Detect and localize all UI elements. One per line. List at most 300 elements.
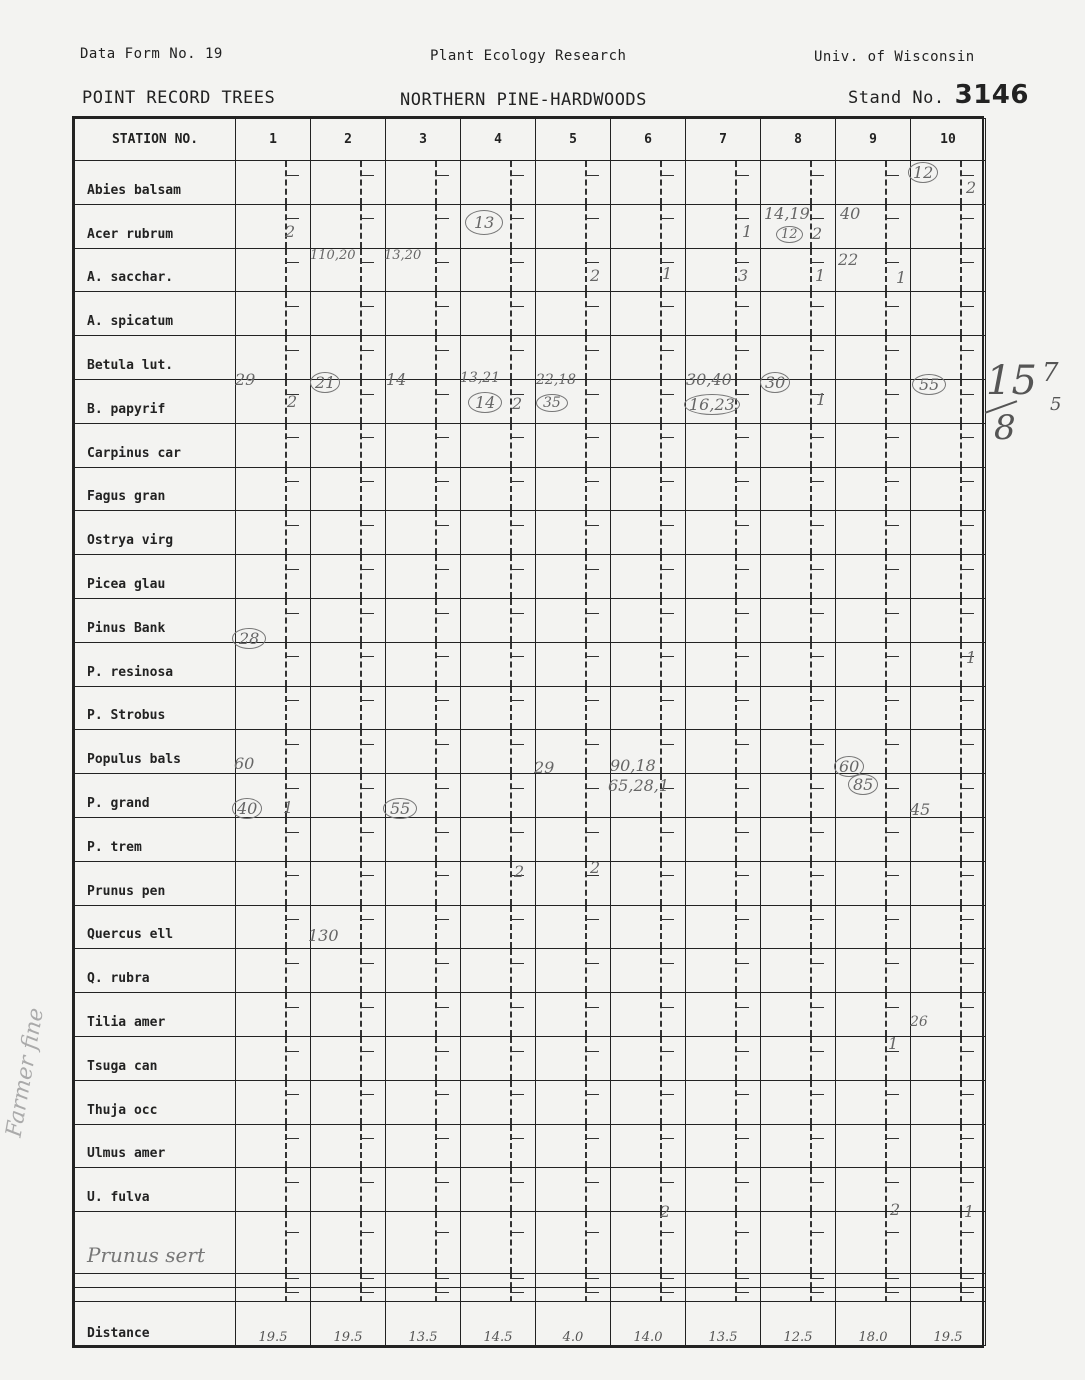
data-cell — [611, 642, 686, 686]
cell-tick — [360, 1292, 374, 1293]
cell-tick — [285, 350, 299, 351]
cell-tick — [285, 832, 299, 833]
cell-divider — [510, 643, 512, 686]
data-cell — [536, 1273, 611, 1287]
cell-tick — [585, 306, 599, 307]
cell-divider — [735, 1274, 737, 1287]
cell-divider — [360, 1288, 362, 1301]
cell-divider — [660, 161, 662, 204]
data-cell — [836, 1287, 911, 1301]
species-row — [75, 993, 986, 1037]
data-cell — [686, 292, 761, 336]
cell-divider — [435, 862, 437, 905]
cell-divider — [810, 730, 812, 773]
species-row — [75, 817, 986, 861]
station-number: 4 — [461, 119, 536, 161]
data-cell — [911, 248, 986, 292]
cell-divider — [435, 906, 437, 949]
data-cell — [311, 423, 386, 467]
species-label: P. grand — [75, 774, 236, 818]
cell-divider — [285, 1081, 287, 1124]
cell-divider — [660, 1274, 662, 1287]
cell-tick — [360, 218, 374, 219]
cell-tick — [510, 218, 524, 219]
extra-row — [75, 1212, 986, 1274]
distance-row — [75, 1302, 986, 1346]
species-label: P. Strobus — [75, 686, 236, 730]
cell-tick — [510, 481, 524, 482]
data-cell — [236, 949, 311, 993]
species-row — [75, 511, 986, 555]
cell-tick — [510, 437, 524, 438]
cell-tick — [585, 1292, 599, 1293]
margin-fraction-bottom: 8 — [994, 408, 1016, 448]
data-cell — [911, 423, 986, 467]
entry-pap-8: 30 — [760, 372, 790, 393]
entry-sert-9: 2 — [890, 1200, 901, 1219]
cell-divider — [810, 1081, 812, 1124]
cell-divider — [435, 1274, 437, 1287]
cell-tick — [960, 832, 974, 833]
cell-tick — [285, 744, 299, 745]
cell-divider — [885, 949, 887, 992]
cell-tick — [885, 262, 899, 263]
station-number: 3 — [386, 119, 461, 161]
cell-tick — [885, 656, 899, 657]
cell-divider — [735, 555, 737, 598]
data-cell — [611, 686, 686, 730]
cell-tick — [960, 788, 974, 789]
data-cell — [761, 598, 836, 642]
cell-divider — [510, 292, 512, 335]
data-cell — [836, 817, 911, 861]
data-cell — [461, 686, 536, 730]
cell-divider — [435, 511, 437, 554]
cell-divider — [960, 687, 962, 730]
data-cell — [461, 730, 536, 774]
data-cell — [611, 292, 686, 336]
station-number: 5 — [536, 119, 611, 161]
cell-tick — [660, 1278, 674, 1279]
cell-divider — [660, 1081, 662, 1124]
station-header: STATION NO. — [75, 119, 236, 161]
cell-tick — [510, 350, 524, 351]
cell-tick — [285, 1292, 299, 1293]
data-cell — [236, 1273, 311, 1287]
cell-divider — [960, 1168, 962, 1211]
species-row — [75, 467, 986, 511]
cell-tick — [510, 919, 524, 920]
species-row — [75, 1080, 986, 1124]
entry-sacch-7: 3 — [738, 266, 749, 285]
data-cell — [686, 1036, 761, 1080]
cell-tick — [510, 1278, 524, 1279]
cell-tick — [660, 175, 674, 176]
station-number: 6 — [611, 119, 686, 161]
species-row — [75, 161, 986, 205]
data-cell — [611, 598, 686, 642]
data-cell — [461, 1287, 536, 1301]
cell-divider — [960, 249, 962, 292]
cell-tick — [435, 832, 449, 833]
forest-type: NORTHERN PINE-HARDWOODS — [400, 90, 647, 110]
cell-tick — [660, 525, 674, 526]
data-cell — [461, 642, 536, 686]
cell-divider — [735, 1081, 737, 1124]
cell-tick — [960, 1292, 974, 1293]
cell-tick — [510, 1051, 524, 1052]
cell-tick — [885, 394, 899, 395]
data-cell — [911, 204, 986, 248]
data-cell — [911, 511, 986, 555]
cell-divider — [435, 555, 437, 598]
data-cell — [686, 686, 761, 730]
cell-divider — [885, 1081, 887, 1124]
cell-tick — [360, 963, 374, 964]
cell-tick — [285, 569, 299, 570]
cell-tick — [660, 306, 674, 307]
cell-divider — [585, 730, 587, 773]
cell-tick — [735, 963, 749, 964]
species-label: A. spicatum — [75, 292, 236, 336]
entry-pap-4b: 14 — [468, 392, 502, 413]
cell-divider — [810, 468, 812, 511]
data-cell — [761, 467, 836, 511]
data-cell — [611, 511, 686, 555]
cell-divider — [435, 1037, 437, 1080]
cell-divider — [360, 1168, 362, 1211]
cell-tick — [885, 175, 899, 176]
cell-tick — [435, 218, 449, 219]
cell-tick — [960, 1278, 974, 1279]
data-cell — [761, 1273, 836, 1287]
cell-divider — [435, 249, 437, 292]
species-label: Fagus gran — [75, 467, 236, 511]
cell-tick — [810, 569, 824, 570]
cell-divider — [960, 1288, 962, 1301]
cell-divider — [810, 1212, 812, 1273]
data-cell — [686, 467, 761, 511]
entry-sacch-9: 22 — [838, 250, 859, 269]
cell-divider — [960, 1212, 962, 1273]
entry-acer-8c: 2 — [812, 224, 823, 243]
cell-tick — [285, 1051, 299, 1052]
cell-tick — [960, 700, 974, 701]
species-label: P. resinosa — [75, 642, 236, 686]
cell-divider — [585, 205, 587, 248]
data-cell — [911, 555, 986, 599]
cell-divider — [360, 1212, 362, 1273]
cell-divider — [510, 1288, 512, 1301]
data-cell — [311, 1080, 386, 1124]
species-label: Prunus pen — [75, 861, 236, 905]
data-cell — [611, 861, 686, 905]
cell-divider — [285, 424, 287, 467]
data-cell — [686, 642, 761, 686]
entry-grand-9b: 85 — [848, 774, 878, 795]
data-cell — [536, 598, 611, 642]
cell-tick — [960, 613, 974, 614]
cell-divider — [960, 1125, 962, 1168]
cell-tick — [960, 569, 974, 570]
cell-tick — [735, 1007, 749, 1008]
data-cell — [686, 1080, 761, 1124]
cell-divider — [660, 1288, 662, 1301]
cell-tick — [435, 1007, 449, 1008]
cell-tick — [360, 306, 374, 307]
cell-tick — [285, 963, 299, 964]
cell-divider — [810, 599, 812, 642]
data-cell — [236, 511, 311, 555]
data-cell — [536, 817, 611, 861]
entry-grand-5: 29 — [534, 758, 555, 777]
data-cell — [461, 292, 536, 336]
cell-tick — [585, 262, 599, 263]
cell-tick — [285, 481, 299, 482]
data-cell — [461, 248, 536, 292]
species-label: U. fulva — [75, 1168, 236, 1212]
cell-divider — [585, 906, 587, 949]
entry-grand-6: 90,18 — [610, 756, 656, 775]
cell-divider — [885, 161, 887, 204]
distance-value: 19.5 — [911, 1302, 986, 1346]
cell-tick — [510, 744, 524, 745]
cell-divider — [360, 1081, 362, 1124]
cell-tick — [510, 1007, 524, 1008]
cell-tick — [735, 788, 749, 789]
cell-tick — [735, 1232, 749, 1233]
cell-divider — [810, 949, 812, 992]
data-cell — [461, 817, 536, 861]
cell-tick — [735, 1051, 749, 1052]
cell-tick — [360, 1007, 374, 1008]
distance-value: 13.5 — [686, 1302, 761, 1346]
data-cell — [461, 511, 536, 555]
data-cell — [461, 1273, 536, 1287]
cell-divider — [660, 205, 662, 248]
organization: Plant Ecology Research — [430, 48, 627, 64]
entry-pap-10: 55 — [912, 374, 946, 395]
data-cell — [236, 993, 311, 1037]
cell-tick — [735, 656, 749, 657]
cell-tick — [885, 788, 899, 789]
data-cell — [311, 1212, 386, 1274]
data-cell — [836, 467, 911, 511]
data-cell — [911, 730, 986, 774]
data-cell — [311, 204, 386, 248]
data-cell — [611, 1168, 686, 1212]
cell-divider — [510, 949, 512, 992]
cell-divider — [960, 161, 962, 204]
cell-divider — [885, 205, 887, 248]
cell-divider — [660, 1125, 662, 1168]
cell-divider — [435, 161, 437, 204]
cell-divider — [735, 511, 737, 554]
cell-tick — [810, 744, 824, 745]
cell-tick — [885, 1007, 899, 1008]
cell-divider — [810, 1274, 812, 1287]
data-cell — [836, 1080, 911, 1124]
entry-acer-1: 2 — [285, 222, 296, 241]
entry-acer-9: 40 — [840, 204, 861, 223]
cell-tick — [810, 1051, 824, 1052]
cell-tick — [960, 1232, 974, 1233]
data-cell — [386, 423, 461, 467]
cell-divider — [285, 993, 287, 1036]
cell-tick — [285, 525, 299, 526]
entry-res-1: 28 — [232, 628, 266, 649]
species-row — [75, 642, 986, 686]
cell-tick — [585, 656, 599, 657]
cell-tick — [360, 481, 374, 482]
data-cell — [311, 467, 386, 511]
cell-divider — [735, 862, 737, 905]
cell-divider — [585, 1212, 587, 1273]
stand-number: 3146 — [954, 80, 1029, 110]
data-cell — [461, 467, 536, 511]
cell-tick — [435, 1094, 449, 1095]
cell-tick — [810, 481, 824, 482]
cell-divider — [585, 818, 587, 861]
cell-divider — [435, 993, 437, 1036]
cell-divider — [360, 1125, 362, 1168]
margin-side-note: Farmer fine — [1, 1005, 49, 1140]
data-cell — [236, 905, 311, 949]
cell-divider — [660, 380, 662, 423]
cell-divider — [285, 818, 287, 861]
cell-tick — [810, 262, 824, 263]
cell-tick — [660, 218, 674, 219]
cell-tick — [435, 306, 449, 307]
cell-divider — [885, 730, 887, 773]
data-cell — [461, 161, 536, 205]
cell-tick — [360, 1278, 374, 1279]
data-cell — [236, 467, 311, 511]
data-cell — [536, 905, 611, 949]
cell-tick — [660, 963, 674, 964]
data-cell — [836, 1273, 911, 1287]
data-cell — [686, 1212, 761, 1274]
entry-pap-7b: 16,23 — [684, 394, 740, 415]
cell-tick — [585, 1007, 599, 1008]
cell-tick — [810, 1007, 824, 1008]
cell-divider — [960, 949, 962, 992]
cell-divider — [510, 161, 512, 204]
data-cell — [461, 774, 536, 818]
cell-divider — [885, 292, 887, 335]
data-cell — [536, 467, 611, 511]
cell-tick — [885, 963, 899, 964]
cell-tick — [510, 832, 524, 833]
cell-divider — [360, 993, 362, 1036]
entry-trem-3: 55 — [383, 798, 417, 819]
data-cell — [611, 1273, 686, 1287]
data-cell — [836, 292, 911, 336]
cell-divider — [360, 862, 362, 905]
cell-tick — [660, 1232, 674, 1233]
cell-divider — [510, 599, 512, 642]
entry-sacch-6: 1 — [662, 264, 673, 283]
data-cell — [686, 774, 761, 818]
cell-divider — [735, 161, 737, 204]
entry-pap-4c: 2 — [512, 394, 523, 413]
cell-tick — [960, 1182, 974, 1183]
cell-tick — [285, 656, 299, 657]
cell-divider — [435, 774, 437, 817]
data-cell — [386, 993, 461, 1037]
cell-divider — [285, 643, 287, 686]
cell-divider — [960, 906, 962, 949]
cell-tick — [660, 350, 674, 351]
cell-tick — [510, 788, 524, 789]
data-cell — [236, 292, 311, 336]
cell-tick — [435, 744, 449, 745]
cell-tick — [585, 394, 599, 395]
species-row — [75, 686, 986, 730]
distance-value: 4.0 — [536, 1302, 611, 1346]
species-row — [75, 555, 986, 599]
cell-tick — [585, 700, 599, 701]
cell-tick — [960, 1138, 974, 1139]
cell-divider — [735, 468, 737, 511]
data-cell — [461, 423, 536, 467]
cell-divider — [735, 292, 737, 335]
cell-divider — [735, 949, 737, 992]
data-cell — [461, 598, 536, 642]
station-number: 2 — [311, 119, 386, 161]
cell-divider — [435, 949, 437, 992]
cell-tick — [885, 437, 899, 438]
data-cell — [461, 1036, 536, 1080]
cell-divider — [585, 993, 587, 1036]
cell-divider — [810, 249, 812, 292]
data-cell — [911, 1273, 986, 1287]
cell-tick — [735, 832, 749, 833]
data-cell — [386, 467, 461, 511]
cell-tick — [285, 1278, 299, 1279]
cell-divider — [435, 730, 437, 773]
cell-divider — [285, 1125, 287, 1168]
data-cell — [686, 1273, 761, 1287]
cell-divider — [735, 818, 737, 861]
data-cell — [386, 1168, 461, 1212]
cell-tick — [810, 656, 824, 657]
cell-tick — [810, 875, 824, 876]
data-cell — [836, 379, 911, 423]
data-cell — [686, 1287, 761, 1301]
blank-row — [75, 1287, 986, 1301]
cell-divider — [885, 468, 887, 511]
distance-label: Distance — [75, 1302, 236, 1346]
data-cell — [311, 598, 386, 642]
cell-divider — [285, 862, 287, 905]
data-cell — [536, 292, 611, 336]
cell-tick — [360, 788, 374, 789]
data-cell — [761, 1168, 836, 1212]
data-cell — [461, 1212, 536, 1274]
cell-tick — [510, 175, 524, 176]
cell-tick — [360, 262, 374, 263]
cell-tick — [435, 875, 449, 876]
cell-divider — [360, 511, 362, 554]
species-row — [75, 949, 986, 993]
cell-tick — [660, 700, 674, 701]
data-cell — [686, 161, 761, 205]
data-cell — [611, 1212, 686, 1274]
data-cell — [386, 949, 461, 993]
cell-tick — [735, 1138, 749, 1139]
cell-divider — [735, 1288, 737, 1301]
